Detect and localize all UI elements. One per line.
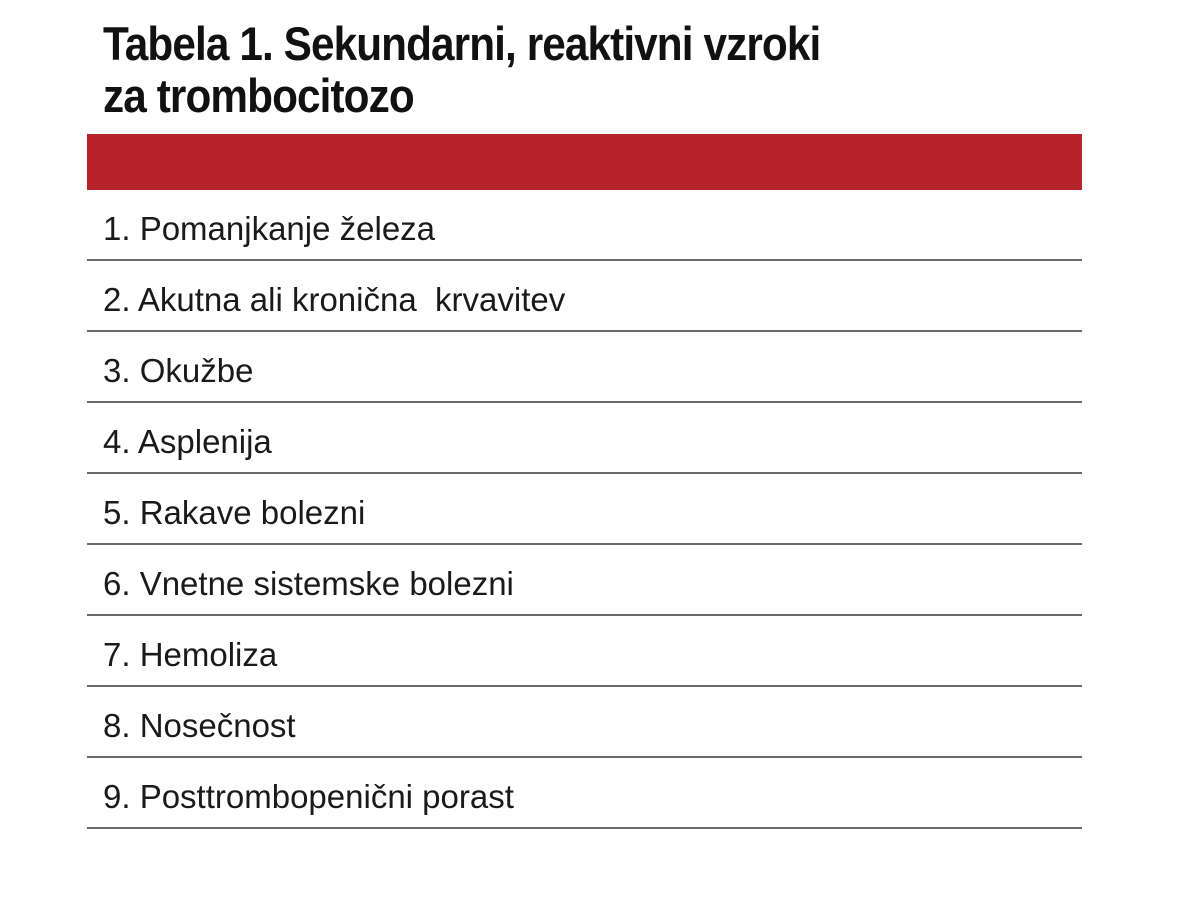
row-text: 8. Nosečnost xyxy=(103,706,296,744)
table-header-bar xyxy=(87,134,1082,190)
table-row xyxy=(87,190,1082,261)
table-row xyxy=(87,616,1082,687)
row-text: 7. Hemoliza xyxy=(103,635,278,673)
row-text: 2. Akutna ali kronična krvavitev xyxy=(103,280,566,318)
row-text: 3. Okužbe xyxy=(103,351,254,389)
table-rows xyxy=(87,190,1082,829)
table-container xyxy=(87,18,1082,829)
row-text: 5. Rakave bolezni xyxy=(103,493,366,531)
row-text: 9. Posttrombopenični porast xyxy=(103,777,514,815)
table-title xyxy=(103,18,949,122)
table-row xyxy=(87,403,1082,474)
table-row xyxy=(87,474,1082,545)
table-row xyxy=(87,687,1082,758)
table-row xyxy=(87,332,1082,403)
table-title-line-2: za trombocitozo xyxy=(103,69,414,122)
table-row xyxy=(87,758,1082,829)
row-text: 4. Asplenija xyxy=(103,422,272,460)
table-row xyxy=(87,261,1082,332)
row-text: 6. Vnetne sistemske bolezni xyxy=(103,564,514,602)
row-text: 1. Pomanjkanje železa xyxy=(103,209,436,247)
table-row xyxy=(87,545,1082,616)
table-title-line-1: Tabela 1. Sekundarni, reaktivni vzroki xyxy=(103,17,821,70)
